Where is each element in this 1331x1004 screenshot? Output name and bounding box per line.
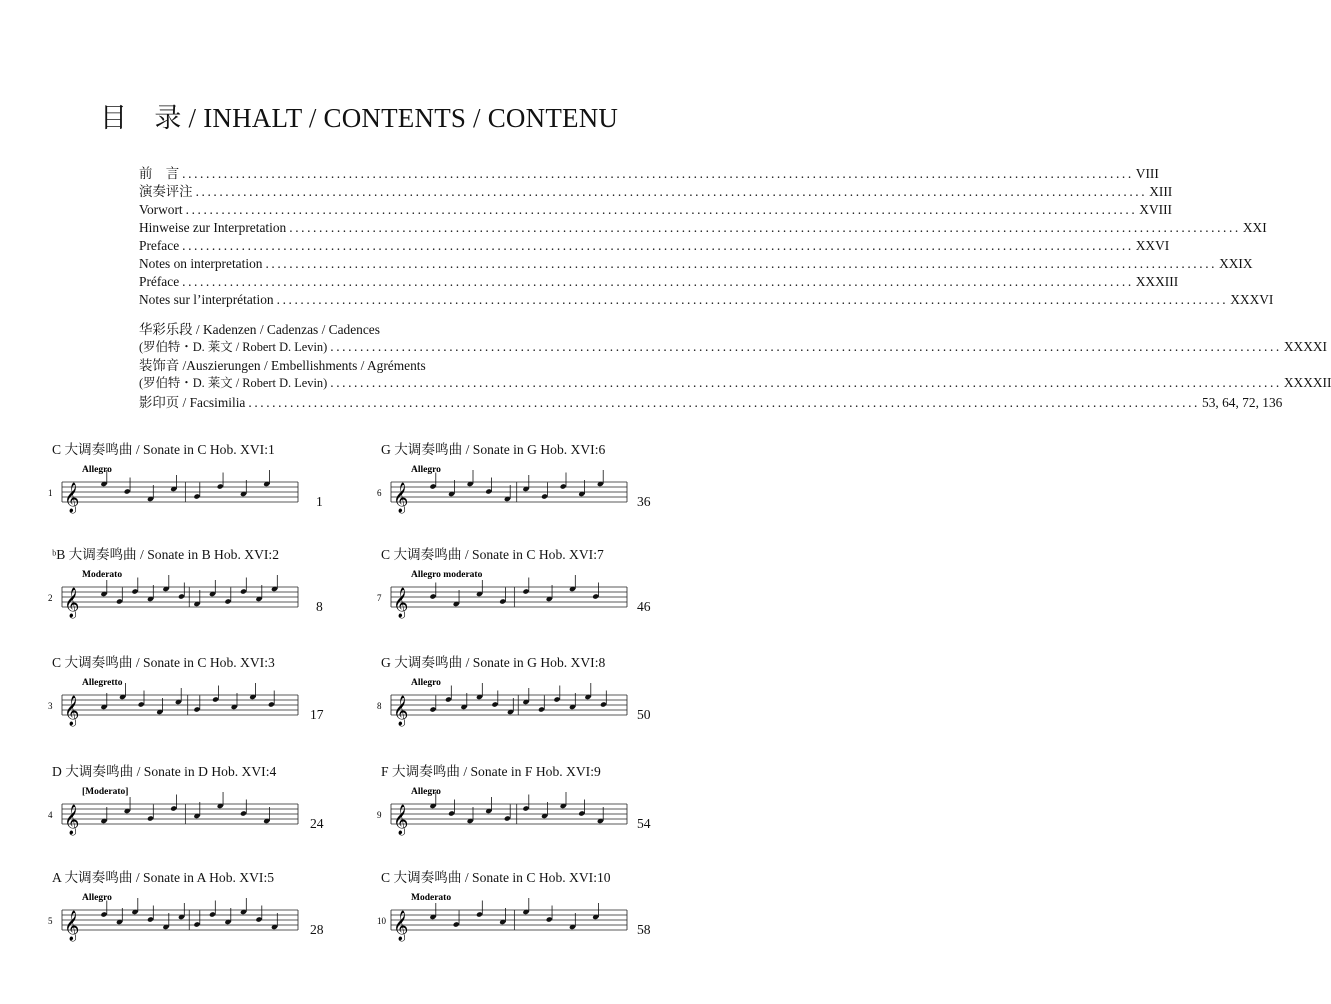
treble-clef-icon: 𝄞 <box>393 805 409 835</box>
treble-clef-icon: 𝄞 <box>64 483 80 513</box>
toc-page: XXIX <box>1219 256 1253 271</box>
toc-page: 53, 64, 72, 136 <box>1202 395 1283 410</box>
sonata-incipit[interactable] <box>40 543 360 638</box>
staff-number: 8 <box>377 701 382 711</box>
staff-number: 2 <box>48 593 53 603</box>
leader-dots: ................................................................................................................................................................ <box>182 274 1134 289</box>
sonata-incipit[interactable] <box>40 866 360 961</box>
music-staff <box>40 458 360 528</box>
treble-clef-icon: 𝄞 <box>393 911 409 941</box>
tempo-marking: Allegro <box>411 678 441 688</box>
toc-entry[interactable] <box>139 164 1159 182</box>
sonata-title: F 大调奏鸣曲 / Sonate in F Hob. XVI:9 <box>381 764 601 779</box>
staff-number: 10 <box>377 916 386 926</box>
sonata-title: D 大调奏鸣曲 / Sonate in D Hob. XVI:4 <box>52 764 277 779</box>
staff-number: 9 <box>377 810 382 820</box>
cadenzas-heading: 华彩乐段 / Kadenzen / Cadenzas / Cadences <box>139 322 380 337</box>
staff-number: 7 <box>377 593 382 603</box>
page-title: 目 录 / INHALT / CONTENTS / CONTENU <box>100 103 619 133</box>
page-number: 46 <box>637 599 651 614</box>
page-number: 58 <box>637 922 651 937</box>
tempo-marking: [Moderato] <box>82 787 129 797</box>
treble-clef-icon: 𝄞 <box>393 483 409 513</box>
toc-label: (罗伯特・D. 莱文 / Robert D. Levin) <box>139 376 328 390</box>
page-number: 8 <box>316 599 323 614</box>
toc-entry-ornaments[interactable] <box>139 373 1331 391</box>
toc-label: Notes on interpretation <box>139 256 263 271</box>
toc-entry[interactable] <box>139 182 1173 200</box>
staff-number: 3 <box>48 701 53 711</box>
toc-label: Vorwort <box>139 202 183 217</box>
toc-entry[interactable] <box>139 218 1267 236</box>
toc-page: XXXXI <box>1283 339 1328 354</box>
leader-dots: ................................................................................................................................................................ <box>330 375 1282 390</box>
sonata-incipit[interactable] <box>369 651 689 746</box>
leader-dots: ................................................................................................................................................................ <box>248 395 1200 410</box>
sonata-incipit[interactable] <box>369 543 689 638</box>
sonata-incipit[interactable] <box>40 438 360 533</box>
sonata-title: A 大调奏鸣曲 / Sonate in A Hob. XVI:5 <box>52 870 275 885</box>
toc-page: XXI <box>1242 220 1267 235</box>
treble-clef-icon: 𝄞 <box>64 588 80 618</box>
toc-entry-facsimilia[interactable] <box>139 393 1283 411</box>
page-number: 17 <box>310 707 324 722</box>
music-staff <box>369 458 689 528</box>
staff-number: 6 <box>377 488 382 498</box>
sonata-title: C 大调奏鸣曲 / Sonate in C Hob. XVI:3 <box>52 655 275 670</box>
treble-clef-icon: 𝄞 <box>64 911 80 941</box>
leader-dots: ................................................................................................................................................................ <box>185 202 1138 217</box>
music-staff <box>369 780 689 850</box>
page-number: 24 <box>310 816 324 831</box>
leader-dots: ................................................................................................................................................................ <box>289 220 1241 235</box>
toc-entry-cadenzas[interactable] <box>139 337 1328 355</box>
sonata-title: C 大调奏鸣曲 / Sonate in C Hob. XVI:1 <box>52 442 275 457</box>
sonata-title: G 大调奏鸣曲 / Sonate in G Hob. XVI:6 <box>381 442 606 457</box>
toc-label: Preface <box>139 238 180 253</box>
toc-page: VIII <box>1135 166 1159 181</box>
tempo-marking: Moderato <box>411 893 452 903</box>
tempo-marking: Moderato <box>82 570 123 580</box>
toc-label: Hinweise zur Interpretation <box>139 220 287 235</box>
tempo-marking: Allegro <box>411 465 441 475</box>
staff-number: 1 <box>48 488 53 498</box>
leader-dots: ................................................................................................................................................................ <box>276 292 1229 307</box>
music-staff <box>40 780 360 850</box>
tempo-marking: Allegro <box>82 465 112 475</box>
page-number: 54 <box>637 816 651 831</box>
tempo-marking: Allegro moderato <box>411 570 483 580</box>
toc-entry[interactable] <box>139 236 1170 254</box>
music-staff <box>369 671 689 741</box>
toc-entry[interactable] <box>139 290 1274 308</box>
ornaments-heading: 装饰音 /Auszierungen / Embellishments / Agréments <box>139 358 426 373</box>
treble-clef-icon: 𝄞 <box>393 588 409 618</box>
toc-label: (罗伯特・D. 莱文 / Robert D. Levin) <box>139 340 328 354</box>
treble-clef-icon: 𝄞 <box>393 696 409 726</box>
toc-page: XXXXII <box>1283 375 1331 390</box>
toc-page: XIII <box>1149 184 1173 199</box>
toc-entry[interactable] <box>139 272 1179 290</box>
treble-clef-icon: 𝄞 <box>64 805 80 835</box>
music-staff <box>40 671 360 741</box>
toc-page: XXXVI <box>1230 292 1274 307</box>
page-number: 1 <box>316 494 323 509</box>
sonata-incipit[interactable] <box>369 438 689 533</box>
toc-label: 影印页 / Facsimilia <box>139 395 246 410</box>
sonata-title: C 大调奏鸣曲 / Sonate in C Hob. XVI:7 <box>381 547 604 562</box>
sonata-incipit[interactable] <box>369 760 689 855</box>
page-number: 50 <box>637 707 651 722</box>
leader-dots: ................................................................................................................................................................ <box>265 256 1218 271</box>
tempo-marking: Allegro <box>411 787 441 797</box>
toc-label: 前 言 <box>139 166 180 181</box>
leader-dots: ................................................................................................................................................................ <box>182 166 1134 181</box>
toc-entry[interactable] <box>139 200 1172 218</box>
music-staff <box>40 886 360 956</box>
toc-label: Notes sur l’interprétation <box>139 292 274 307</box>
leader-dots: ................................................................................................................................................................ <box>195 184 1148 199</box>
music-staff <box>369 563 689 633</box>
sonata-title: C 大调奏鸣曲 / Sonate in C Hob. XVI:10 <box>381 870 611 885</box>
sonata-incipit[interactable] <box>40 760 360 855</box>
music-staff <box>40 563 360 633</box>
toc-label: 演奏评注 <box>139 184 193 199</box>
page-number: 28 <box>310 922 324 937</box>
sonata-title: G 大调奏鸣曲 / Sonate in G Hob. XVI:8 <box>381 655 606 670</box>
sonata-incipit[interactable] <box>369 866 689 961</box>
sonata-incipit[interactable] <box>40 651 360 746</box>
staff-number: 4 <box>48 810 53 820</box>
toc-label: Préface <box>139 274 180 289</box>
page-number: 36 <box>637 494 651 509</box>
treble-clef-icon: 𝄞 <box>64 696 80 726</box>
toc-entry[interactable] <box>139 254 1253 272</box>
toc-page: XVIII <box>1139 202 1172 217</box>
tempo-marking: Allegretto <box>82 678 123 688</box>
leader-dots: ................................................................................................................................................................ <box>330 339 1282 354</box>
toc-page: XXVI <box>1135 238 1170 253</box>
sonata-title: ᵇB 大调奏鸣曲 / Sonate in B Hob. XVI:2 <box>52 547 279 562</box>
music-staff <box>369 886 689 956</box>
staff-number: 5 <box>48 916 53 926</box>
tempo-marking: Allegro <box>82 893 112 903</box>
leader-dots: ................................................................................................................................................................ <box>182 238 1134 253</box>
toc-page: XXXIII <box>1135 274 1179 289</box>
